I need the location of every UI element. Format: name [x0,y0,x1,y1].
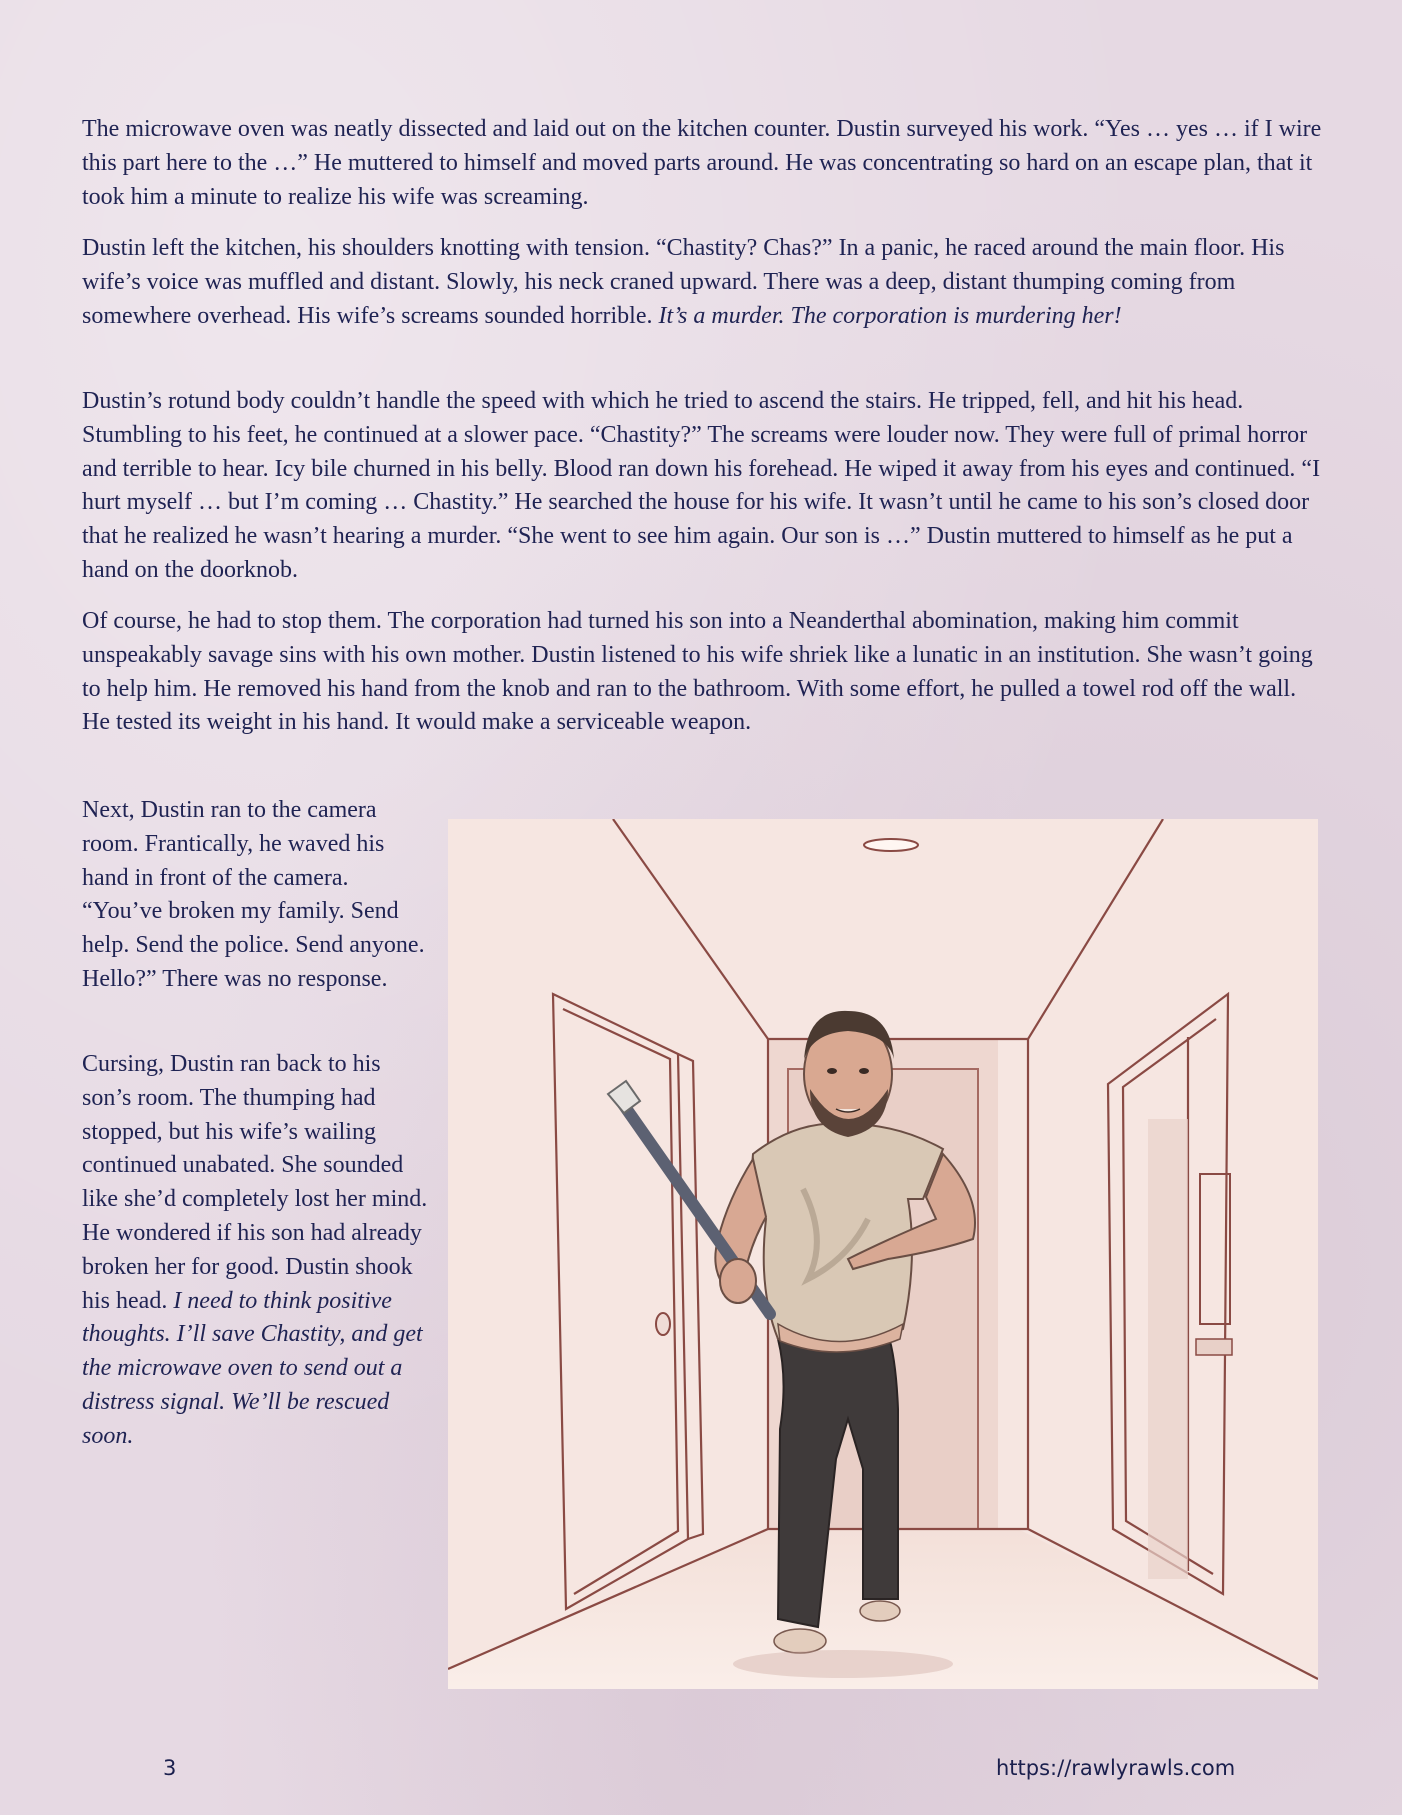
paragraph-camera-room: Next, Dustin ran to the camera room. Frantically, he waved his hand in front of the camera. “You’ve broken my family. Send help. Send the police. Send anyone. Hello?” There was no response. [82,797,425,992]
paragraph-text: Cursing, Dustin ran back to his son’s room. The thumping had stopped, but his wife’s wailing continued unabated. She sounded like she’d completely lost her mind. He wondered if his son had already broken her for good. Dustin shook his head. [82,1051,428,1314]
italic-thought: I need to think positive thoughts. I’ll save Chastity, and get the microwave oven to send out a distress signal. We’ll be rescued soon. [82,1287,423,1449]
page-number: 3 [163,1756,177,1780]
hallway-illustration [448,819,1318,1689]
hallway-drawing [448,819,1318,1689]
italic-thought: It’s a murder. The corporation is murdering her! [658,302,1122,329]
paragraph-screaming [82,232,1322,333]
paragraph-microwave: The microwave oven was neatly dissected and laid out on the kitchen counter. Dustin surveyed his work. “Yes … yes … if I wire this part here to the …” He muttered to himself and moved parts around. He was concentrating so hard on an escape plan, that it took him a minute to realize his wife was screaming. [82,116,1322,210]
paragraph-text: Dustin left the kitchen, his shoulders knotting with tension. “Chastity? Chas?” In a panic, he raced around the main floor. His wife’s voice was muffled and distant. Slowly, his neck craned upward. There was a deep, distant thumping coming from somewhere overhead. His wife’s screams sounded horrible. [82,235,1285,329]
footer-url[interactable]: https://rawlyrawls.com [996,1756,1236,1780]
paragraph-son-room [82,1048,434,1454]
paragraph-towel-rod: Of course, he had to stop them. The corporation had turned his son into a Neanderthal abomination, making him commit unspeakably savage sins with his own mother. Dustin listened to his wife shriek like a lunatic in an institution. She wasn’t going to help him. He removed his hand from the knob and ran to the bathroom. With some effort, he pulled a towel rod off the wall. He tested its weight in his hand. It would make a serviceable weapon. [82,608,1313,736]
paragraph-stairs: Dustin’s rotund body couldn’t handle the speed with which he tried to ascend the stairs. He tripped, fell, and hit his head. Stumbling to his feet, he continued at a slower pace. “Chastity?” The screams were louder now. They were full of primal horror and terrible to hear. Icy bile churned in his belly. Blood ran down his forehead. He wiped it away from his eyes and continued. “I hurt myself … but I’m coming … Chastity.” He searched the house for his wife. It wasn’t until he came to his son’s closed door that he realized he wasn’t hearing a murder. “She went to see him again. Our son is …” Dustin muttered to himself as he put a hand on the doorknob. [82,388,1321,583]
